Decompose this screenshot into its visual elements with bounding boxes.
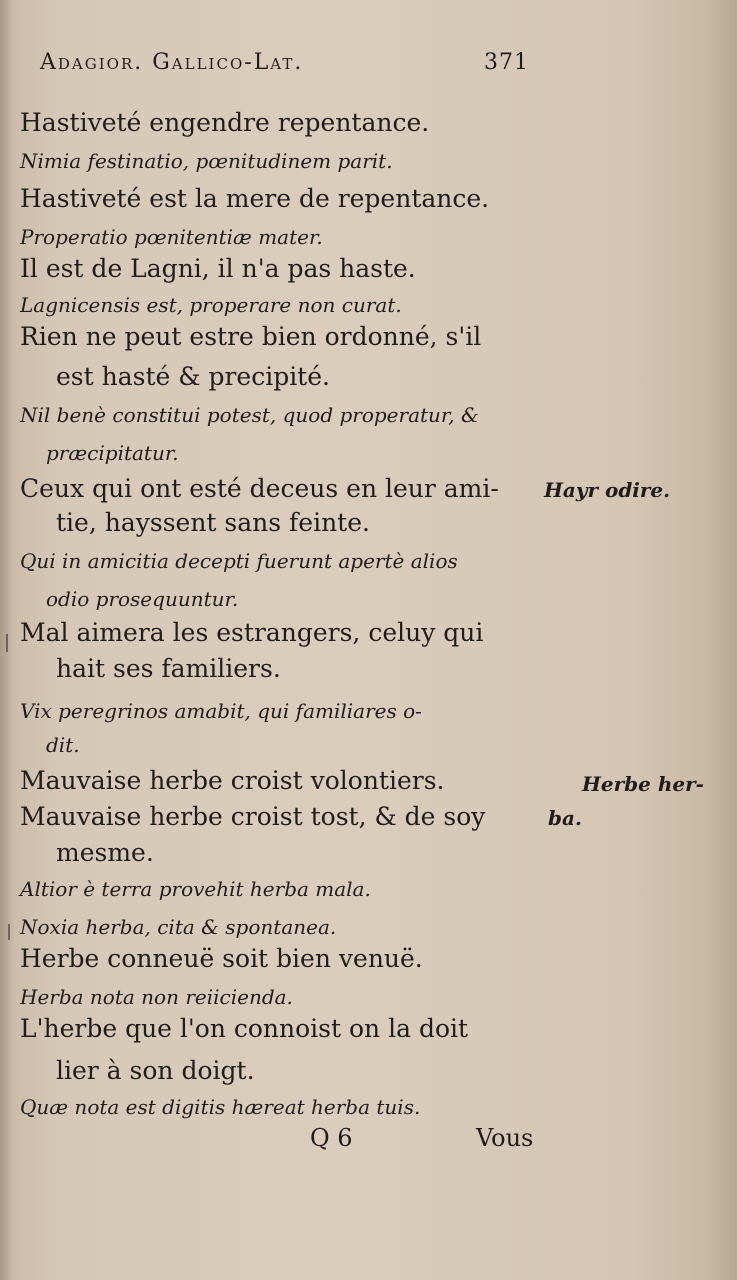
text-line: Rien ne peut estre bien ordonné, s'il — [20, 322, 482, 351]
text-line: Qui in amicitia decepti fuerunt apertè alios — [20, 549, 458, 573]
text-line: Herba nota non reiicienda. — [20, 985, 293, 1009]
page-number: 371 — [484, 50, 529, 75]
text-line: Mal aimera les estrangers, celuy qui — [20, 618, 484, 647]
text-line: Noxia herba, cita & spontanea. — [20, 915, 337, 939]
text-line: Ceux qui ont esté deceus en leur ami- — [20, 474, 499, 503]
catchword: Vous — [476, 1124, 534, 1152]
margin-note: Herbe her- — [582, 772, 704, 796]
running-title: Adagior. Gallico-Lat. — [40, 50, 304, 75]
text-line: lier à son doigt. — [56, 1056, 255, 1085]
text-line: Herbe conneuë soit bien venuë. — [20, 944, 423, 973]
text-line: Altior è terra provehit herba mala. — [20, 877, 371, 901]
margin-mark — [6, 634, 8, 652]
text-line: Vix peregrinos amabit, qui familiares o- — [20, 699, 422, 723]
text-line: odio prosequuntur. — [46, 587, 239, 611]
margin-note: Hayr odire. — [544, 478, 671, 502]
signature-mark: Q 6 — [310, 1124, 353, 1152]
text-line: Mauvaise herbe croist volontiers. — [20, 766, 445, 795]
text-line: Nimia festinatio, pœnitudinem parit. — [20, 149, 393, 173]
running-header — [40, 50, 540, 75]
edge-shadow — [707, 0, 737, 1280]
text-line: Il est de Lagni, il n'a pas haste. — [20, 254, 416, 283]
text-line: dit. — [46, 733, 80, 757]
text-line: Properatio pœnitentiæ mater. — [20, 225, 323, 249]
text-line: Hastiveté engendre repentance. — [20, 108, 430, 137]
text-line: Mauvaise herbe croist tost, & de soy — [20, 802, 486, 831]
text-line: Quæ nota est digitis hæreat herba tuis. — [20, 1095, 421, 1119]
text-line: hait ses familiers. — [56, 654, 281, 683]
text-line: L'herbe que l'on connoist on la doit — [20, 1014, 469, 1043]
text-line: Lagnicensis est, properare non curat. — [20, 293, 402, 317]
text-line: tie, hayssent sans feinte. — [56, 508, 370, 537]
text-line: Nil benè constitui potest, quod properatur, & — [20, 403, 479, 427]
text-line: Hastiveté est la mere de repentance. — [20, 184, 490, 213]
text-line: est hasté & precipité. — [56, 362, 330, 391]
margin-note: ba. — [548, 806, 582, 830]
text-line: mesme. — [56, 838, 154, 867]
text-line: præcipitatur. — [46, 441, 179, 465]
margin-mark — [8, 924, 10, 940]
